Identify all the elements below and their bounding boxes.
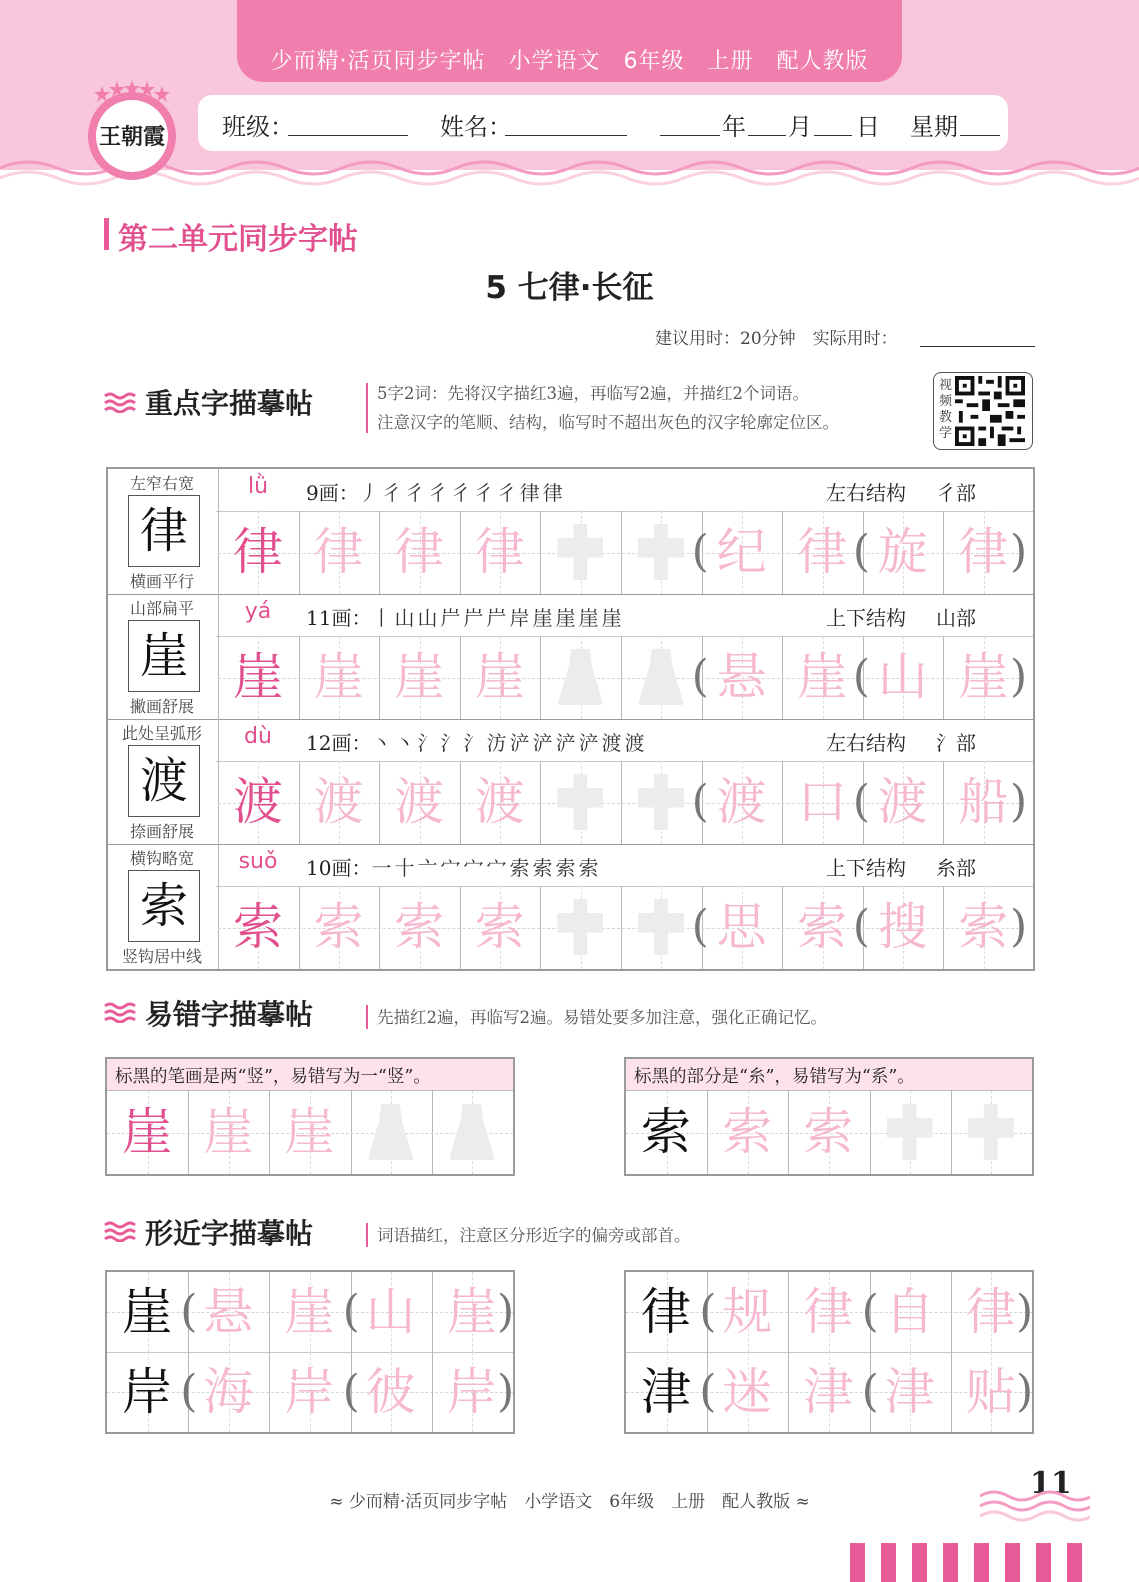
word-trace-char[interactable]: 口 (797, 773, 848, 831)
stroke-step: 山 (417, 606, 441, 630)
radical: 彳部 (936, 481, 976, 505)
writing-zone[interactable] (968, 1104, 1014, 1160)
word-trace-char[interactable]: 迷 (722, 1363, 773, 1421)
trace-char[interactable]: 律 (394, 523, 445, 581)
paren-close: ) (1016, 1286, 1034, 1337)
trace-char[interactable]: 崖 (203, 1103, 254, 1161)
word-trace-char[interactable]: 崖 (958, 648, 1009, 706)
stroke-count: 10画： (306, 856, 372, 880)
trace-char[interactable]: 渡 (313, 773, 364, 831)
day-label: 日 (856, 113, 880, 141)
footer-stripe (1067, 1543, 1082, 1582)
section1-wave-icon (103, 391, 139, 413)
stroke-order (306, 852, 601, 881)
paren-close: ) (1010, 651, 1028, 702)
pinyin: suǒ (238, 849, 278, 874)
year-label: 年 (722, 113, 746, 141)
footer-stripe (850, 1543, 865, 1582)
word-trace-char[interactable]: 规 (722, 1283, 773, 1341)
word-trace-char[interactable]: 律 (803, 1283, 854, 1341)
word-trace-char[interactable]: 海 (203, 1363, 254, 1421)
name-field[interactable] (505, 135, 627, 136)
model-char[interactable]: 律 (641, 1283, 691, 1341)
word-trace-char[interactable]: 崖 (284, 1283, 335, 1341)
trace-char[interactable]: 渡 (394, 773, 445, 831)
paren-open: ( (699, 1366, 717, 1417)
model-char[interactable]: 津 (641, 1363, 691, 1421)
radical: 氵部 (936, 731, 976, 755)
paren-open: ( (852, 526, 870, 577)
stroke-step: 崖 (555, 606, 579, 630)
stroke-step: 索 (555, 856, 579, 880)
writing-zone[interactable] (557, 774, 603, 830)
footer-stripe (974, 1543, 989, 1582)
model-bottom-note: 竖钩居中线 (121, 947, 202, 966)
stroke-step: 亠 (417, 856, 441, 880)
structure-info (826, 477, 976, 506)
trace-char[interactable]: 崖 (394, 648, 445, 706)
writing-zone[interactable] (557, 899, 603, 955)
month-label: 月 (788, 113, 812, 141)
weekday-field[interactable] (960, 135, 1000, 136)
section2-title: 易错字描摹帖 (145, 998, 314, 1031)
year-field[interactable] (660, 135, 720, 136)
footer-stripe (881, 1543, 896, 1582)
word-trace-char[interactable]: 津 (803, 1363, 854, 1421)
day-field[interactable] (814, 135, 852, 136)
pinyin: dù (244, 724, 272, 749)
word-trace-char[interactable]: 山 (877, 648, 928, 706)
footer-stripe (1036, 1543, 1051, 1582)
error-note-left: 标黑的笔画是两“竖”，易错写为一“竖”。 (115, 1067, 431, 1087)
paren-open: ( (852, 776, 870, 827)
stroke-step: 彳 (473, 481, 497, 505)
paren-close: ) (497, 1366, 515, 1417)
stroke-step: 丿 (358, 481, 382, 505)
stroke-order (306, 727, 647, 756)
word-trace-char[interactable]: 索 (958, 898, 1009, 956)
paren-open: ( (699, 1286, 717, 1337)
cell-divider (218, 594, 219, 636)
stroke-step: 律 (542, 481, 566, 505)
radical: 糸部 (936, 856, 976, 880)
stroke-step: 彳 (427, 481, 451, 505)
section3-wave-icon (103, 1220, 139, 1242)
stroke-step: 索 (578, 856, 602, 880)
student-info-box (198, 95, 1008, 151)
structure-type: 上下结构 (826, 856, 906, 880)
stroke-step: 氵 (417, 731, 441, 755)
stroke-step: 彳 (404, 481, 428, 505)
word-trace-char[interactable]: 纪 (716, 523, 767, 581)
radical: 山部 (936, 606, 976, 630)
word-trace-char[interactable]: 索 (797, 898, 848, 956)
paren-open: ( (342, 1366, 360, 1417)
stroke-step: 屵 (486, 606, 510, 630)
stroke-step: 汸 (486, 731, 510, 755)
model-bottom-note: 横画平行 (129, 572, 194, 591)
trace-char-dark[interactable]: 渡 (233, 773, 283, 831)
stroke-step: 丶 (394, 731, 418, 755)
stroke-count: 11画： (306, 606, 372, 630)
writing-zone[interactable] (887, 1104, 933, 1160)
structure-info (826, 602, 976, 631)
stroke-step: 十 (394, 856, 418, 880)
lesson-title: 5 七律·长征 (485, 270, 654, 306)
word-trace-char[interactable]: 思 (716, 898, 767, 956)
paren-open: ( (691, 776, 709, 827)
row-divider (108, 594, 1033, 595)
class-field[interactable] (288, 135, 408, 136)
row-divider (108, 844, 1033, 845)
word-trace-char[interactable]: 自 (884, 1283, 935, 1341)
qr-code-icon (954, 376, 1026, 446)
word-trace-char[interactable]: 船 (958, 773, 1009, 831)
trace-char[interactable]: 索 (803, 1103, 854, 1161)
section3-instruction: 词语描红，注意区分形近字的偏旁或部首。 (377, 1226, 691, 1245)
unit-title: 第二单元同步字帖 (118, 222, 358, 257)
word-trace-char[interactable]: 彼 (365, 1363, 416, 1421)
stroke-step: 崖 (532, 606, 556, 630)
trace-char[interactable]: 渡 (474, 773, 525, 831)
model-char[interactable]: 崖 (122, 1283, 172, 1341)
footer-stripe (912, 1543, 927, 1582)
trace-char-dark[interactable]: 律 (233, 523, 283, 581)
trace-char[interactable]: 崖 (284, 1103, 335, 1161)
time-suggestion: 建议用时：20分钟 实际用时： (655, 329, 898, 349)
word-trace-char[interactable]: 渡 (716, 773, 767, 831)
model-char: 崖 (139, 628, 188, 684)
model-char: 索 (139, 878, 188, 934)
section1-title: 重点字描摹帖 (145, 387, 314, 420)
word-trace-char[interactable]: 悬 (716, 648, 767, 706)
model-top-note: 此处呈弧形 (121, 724, 202, 743)
series-title: 少而精·活页同步字帖 小学语文 6年级 上册 配人教版 (270, 49, 869, 74)
paren-open: ( (861, 1286, 879, 1337)
pinyin: lǜ (247, 474, 269, 499)
model-char[interactable]: 岸 (122, 1363, 172, 1421)
trace-char[interactable]: 崖 (313, 648, 364, 706)
section2-divider (366, 1005, 368, 1029)
trace-char[interactable]: 崖 (474, 648, 525, 706)
paren-open: ( (861, 1366, 879, 1417)
writing-zone[interactable] (638, 774, 684, 830)
name-label: 姓名： (440, 113, 512, 141)
word-trace-char[interactable]: 岸 (284, 1363, 335, 1421)
similar-chars-right-grid (624, 1270, 1034, 1434)
brand-text: 王朝霞 (98, 124, 166, 150)
paren-open: ( (691, 526, 709, 577)
paren-open: ( (691, 651, 709, 702)
trace-char[interactable]: 索 (313, 898, 364, 956)
stroke-step: 索 (532, 856, 556, 880)
trace-char[interactable]: 律 (313, 523, 364, 581)
stroke-step: 律 (519, 481, 543, 505)
writing-zone[interactable] (638, 524, 684, 580)
actual-time-field[interactable] (920, 346, 1035, 347)
trace-char[interactable]: 索 (394, 898, 445, 956)
trace-char[interactable]: 索 (722, 1103, 773, 1161)
model-bottom-note: 捺画舒展 (129, 822, 194, 841)
model-top-note: 横钩略宽 (129, 849, 194, 868)
stroke-step: 彳 (496, 481, 520, 505)
trace-char[interactable]: 索 (474, 898, 525, 956)
structure-info (826, 852, 976, 881)
stroke-count: 9画： (306, 481, 359, 505)
stroke-step: 氵 (463, 731, 487, 755)
stroke-step: 丶 (371, 731, 395, 755)
word-trace-char[interactable]: 山 (365, 1283, 416, 1341)
word-trace-char[interactable]: 悬 (203, 1283, 254, 1341)
paren-open: ( (691, 901, 709, 952)
model-char: 渡 (139, 753, 188, 809)
cell-divider (218, 844, 219, 886)
stroke-step: 渡 (601, 731, 625, 755)
paren-close: ) (1016, 1366, 1034, 1417)
footer-wave (980, 1486, 1090, 1526)
section3-title: 形近字描摹帖 (145, 1217, 314, 1250)
stroke-step: 宀 (463, 856, 487, 880)
cell-divider (218, 469, 219, 511)
brand-logo (80, 80, 184, 184)
model-char: 律 (139, 503, 188, 559)
row-divider (108, 719, 1033, 720)
footer-stripe (943, 1543, 958, 1582)
footer-series-text: ≈ 少而精·活页同步字帖 小学语文 6年级 上册 配人教版 ≈ (329, 1492, 810, 1512)
stroke-step: 丨 (371, 606, 395, 630)
structure-type: 左右结构 (826, 481, 906, 505)
trace-char-dark[interactable]: 索 (233, 898, 283, 956)
word-trace-char[interactable]: 贴 (965, 1363, 1016, 1421)
model-char[interactable]: 索 (641, 1103, 691, 1161)
stroke-step: 索 (509, 856, 533, 880)
writing-zone[interactable] (638, 899, 684, 955)
stroke-step: 彳 (381, 481, 405, 505)
stroke-step: 浐 (509, 731, 533, 755)
stroke-step: 一 (371, 856, 395, 880)
trace-char-dark[interactable]: 崖 (233, 648, 283, 706)
paren-close: ) (1010, 901, 1028, 952)
key-characters-grid (106, 467, 1035, 971)
structure-info (826, 727, 976, 756)
word-trace-char[interactable]: 崖 (797, 648, 848, 706)
word-trace-char[interactable]: 律 (958, 523, 1009, 581)
stroke-step: 崖 (578, 606, 602, 630)
stroke-step: 渡 (624, 731, 648, 755)
stroke-order (306, 477, 566, 506)
common-error-right-grid (624, 1057, 1034, 1176)
footer-stripe (1005, 1543, 1020, 1582)
cell-divider (218, 719, 219, 761)
trace-char[interactable]: 律 (474, 523, 525, 581)
stroke-step: 浐 (532, 731, 556, 755)
stroke-step: 崖 (601, 606, 625, 630)
similar-chars-left-grid (105, 1270, 515, 1434)
stroke-count: 12画： (306, 731, 372, 755)
paren-close: ) (1010, 526, 1028, 577)
common-error-left-grid (105, 1057, 515, 1176)
stroke-step: 宀 (486, 856, 510, 880)
word-trace-char[interactable]: 岸 (446, 1363, 497, 1421)
paren-close: ) (1010, 776, 1028, 827)
stroke-step: 宀 (440, 856, 464, 880)
error-note-right: 标黑的部分是“糸”，易错写为“系”。 (634, 1067, 915, 1087)
model-top-note: 山部扁平 (129, 599, 194, 618)
month-field[interactable] (748, 135, 786, 136)
stroke-step: 山 (394, 606, 418, 630)
stroke-step: 氵 (440, 731, 464, 755)
paren-open: ( (342, 1286, 360, 1337)
class-label: 班级： (222, 113, 294, 141)
paren-open: ( (180, 1366, 198, 1417)
unit-title-bar (104, 218, 109, 250)
paren-close: ) (497, 1286, 515, 1337)
stroke-step: 浐 (578, 731, 602, 755)
model-char[interactable]: 崖 (122, 1103, 172, 1161)
writing-zone[interactable] (557, 524, 603, 580)
paren-open: ( (852, 651, 870, 702)
word-trace-char[interactable]: 律 (797, 523, 848, 581)
weekday-label: 星期 (910, 113, 958, 141)
word-trace-char[interactable]: 搜 (877, 898, 928, 956)
word-trace-char[interactable]: 旋 (877, 523, 928, 581)
pinyin: yá (244, 599, 272, 624)
stroke-step: 彳 (450, 481, 474, 505)
structure-type: 左右结构 (826, 731, 906, 755)
word-trace-char[interactable]: 律 (965, 1283, 1016, 1341)
stroke-step: 浐 (555, 731, 579, 755)
section2-wave-icon (103, 1001, 139, 1023)
paren-open: ( (852, 901, 870, 952)
word-trace-char[interactable]: 渡 (877, 773, 928, 831)
word-trace-char[interactable]: 崖 (446, 1283, 497, 1341)
model-bottom-note: 撇画舒展 (129, 697, 194, 716)
model-top-note: 左窄右宽 (129, 474, 194, 493)
word-trace-char[interactable]: 津 (884, 1363, 935, 1421)
stroke-step: 屵 (440, 606, 464, 630)
qr-label: 视频教学 (939, 378, 953, 441)
section1-divider (366, 383, 368, 433)
stroke-order (306, 602, 624, 631)
page-number: 11 (1030, 1466, 1072, 1501)
stroke-step: 屵 (463, 606, 487, 630)
section2-instruction: 先描红2遍，再临写2遍。易错处要多加注意，强化正确记忆。 (377, 1008, 827, 1027)
section1-instruction: 5字2词：先将汉字描红3遍，再临写2遍，并描红2个词语。 注意汉字的笔顺、结构，临写时不超出灰色的汉字轮廓定位区。 (377, 384, 839, 432)
structure-type: 上下结构 (826, 606, 906, 630)
paren-open: ( (180, 1286, 198, 1337)
section3-divider (366, 1223, 368, 1247)
stroke-step: 岸 (509, 606, 533, 630)
